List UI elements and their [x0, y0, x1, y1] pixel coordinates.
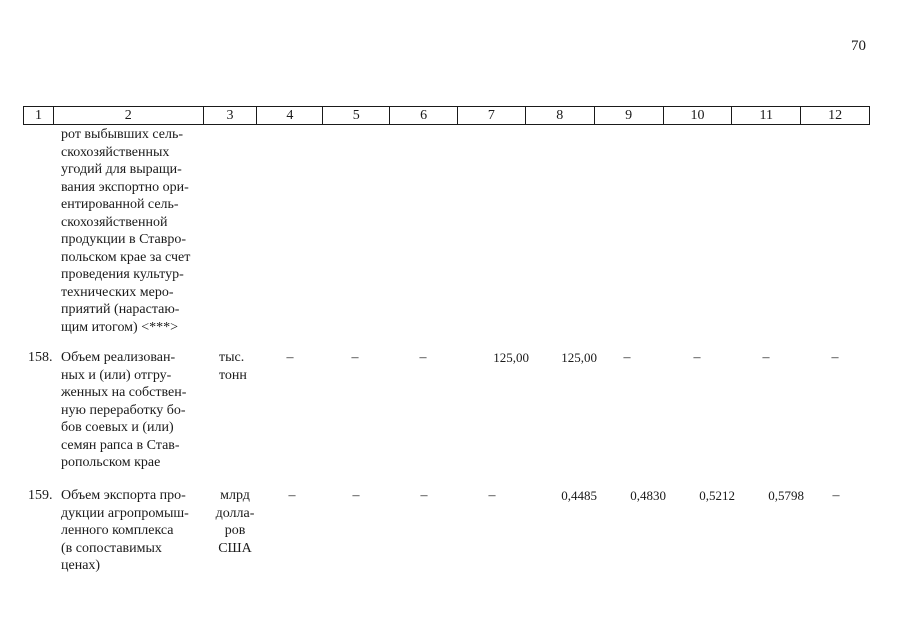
indicator-name	[61, 487, 201, 575]
header-col-5: 5	[323, 107, 390, 124]
indicator-name	[61, 126, 201, 336]
value-col-12: –	[832, 488, 840, 503]
header-col-9: 9	[595, 107, 664, 124]
value-col-9: 0,4830	[630, 488, 666, 503]
unit-of-measure	[209, 487, 261, 557]
name-line: продукции в Ставро-	[61, 232, 187, 247]
header-col-1: 1	[24, 107, 54, 124]
name-line: вания экспортно ори-	[61, 179, 189, 195]
name-line: (в сопоставимых	[61, 540, 162, 556]
name-line: приятий (нарастаю-	[61, 302, 180, 317]
value-col-10: 0,5212	[699, 488, 735, 503]
unit-of-measure	[219, 349, 269, 384]
header-col-3: 3	[204, 107, 258, 124]
value-col-11: –	[762, 350, 770, 365]
name-line: скохозяйственной	[61, 214, 168, 230]
name-line: польском крае за счет	[61, 249, 191, 265]
header-col-7: 7	[458, 107, 526, 124]
unit-line: тыс.	[219, 350, 245, 365]
name-line: угодий для выращи-	[61, 162, 182, 177]
value-col-4: –	[286, 350, 294, 365]
name-line: Объем экспорта про-	[61, 488, 186, 503]
name-line: женных на собствен-	[61, 385, 187, 400]
header-col-4: 4	[257, 107, 323, 124]
unit-line: млрд	[220, 488, 250, 503]
value-col-8: 125,00	[561, 350, 597, 365]
name-line: щим итогом) <***>	[61, 319, 178, 335]
value-col-6: –	[419, 350, 427, 365]
name-line: ную переработку бо-	[61, 402, 186, 418]
name-line: рот выбывших сель-	[61, 127, 183, 142]
header-col-6: 6	[390, 107, 458, 124]
header-col-8: 8	[526, 107, 595, 124]
name-line: ных и (или) отгру-	[61, 367, 172, 383]
unit-line: США	[218, 540, 252, 556]
table-header-row	[23, 106, 870, 125]
name-line: ценах)	[61, 558, 101, 573]
indicator-name	[61, 349, 201, 472]
name-line: Объем реализован-	[61, 350, 176, 365]
page-number: 70	[851, 38, 866, 54]
name-line: ленного комплекса	[61, 523, 174, 538]
value-col-9: –	[623, 350, 631, 365]
value-col-12: –	[831, 350, 839, 365]
name-line: ентированной сель-	[61, 197, 179, 212]
value-col-10: –	[693, 350, 701, 365]
name-line: проведения культур-	[61, 267, 184, 282]
unit-line: долла-	[215, 505, 255, 521]
value-col-5: –	[351, 350, 359, 365]
value-col-8: 0,4485	[561, 488, 597, 503]
header-col-10: 10	[664, 107, 733, 124]
value-col-5: –	[352, 488, 360, 503]
row-number: 159.	[28, 488, 53, 503]
name-line: бов соевых и (или)	[61, 420, 174, 435]
name-line: семян рапса в Став-	[61, 437, 180, 453]
row-number: 158.	[28, 350, 53, 365]
unit-line: тонн	[219, 367, 247, 383]
value-col-7: 125,00	[493, 350, 529, 365]
value-col-4: –	[288, 488, 296, 503]
header-col-2: 2	[54, 107, 204, 124]
name-line: технических меро-	[61, 284, 174, 300]
header-col-11: 11	[732, 107, 801, 124]
value-col-6: –	[420, 488, 428, 503]
name-line: ропольском крае	[61, 455, 161, 470]
value-col-11: 0,5798	[768, 488, 804, 503]
unit-line: ров	[224, 523, 246, 538]
name-line: дукции агропромыш-	[61, 505, 189, 521]
value-col-7: –	[488, 488, 496, 503]
name-line: скохозяйственных	[61, 144, 170, 160]
header-col-12: 12	[828, 108, 843, 123]
